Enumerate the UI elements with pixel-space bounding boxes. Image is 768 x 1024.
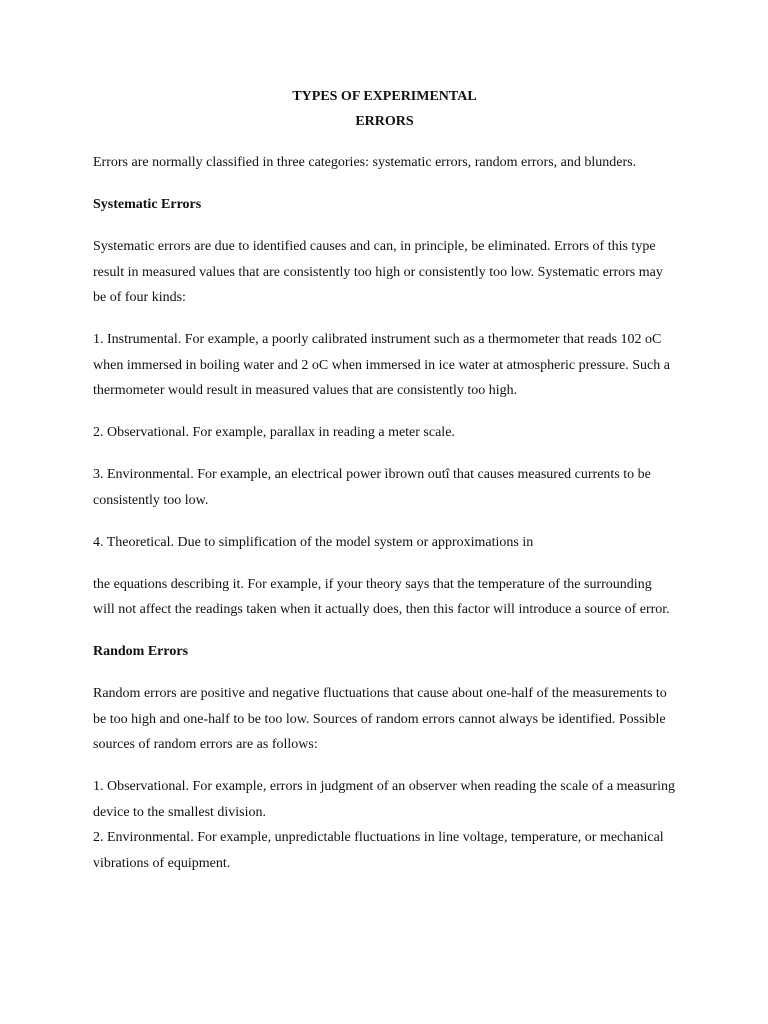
random-item-environmental: 2. Environmental. For example, unpredictable fluctuations in line voltage, temperature, or mechanical vibrations of equipment. [93, 830, 664, 871]
random-item-observational: 1. Observational. For example, errors in judgment of an observer when reading the scale of a measuring device to the smallest division. [93, 779, 675, 820]
intro-paragraph: Errors are normally classified in three categories: systematic errors, random errors, and blunders. [93, 155, 637, 170]
systematic-errors-intro: Systematic errors are due to identified causes and can, in principle, be eliminated. Errors of this type result in measured values that are consistently too high or consistently too low. Systematic errors may be of four kinds: [93, 239, 663, 305]
random-errors-intro: Random errors are positive and negative fluctuations that cause about one-half of the measurements to be too high and one-half to be too low. Sources of random errors cannot always be identified. Possible sources of random errors are as follows: [93, 686, 667, 752]
systematic-item-environmental: 3. Environmental. For example, an electrical power ìbrown outî that causes measured currents to be consistently too low. [93, 467, 651, 508]
systematic-item-theoretical: 4. Theoretical. Due to simplification of the model system or approximations in [93, 534, 534, 550]
document-title-line1: TYPES OF EXPERIMENTAL [292, 89, 477, 104]
systematic-errors-heading: Systematic Errors [93, 197, 202, 212]
random-errors-heading: Random Errors [93, 644, 189, 659]
systematic-item-instrumental: 1. Instrumental. For example, a poorly calibrated instrument such as a thermometer that reads 102 oC when immersed in boiling water and 2 oC when immersed in ice water at atmospheric pressure. Such a thermometer would result in measured values that are consistently too high. [93, 332, 670, 398]
document-title-line2: ERRORS [355, 114, 414, 129]
systematic-item-observational: 2. Observational. For example, parallax in reading a meter scale. [93, 425, 455, 440]
systematic-theoretical-continuation: the equations describing it. For example, if your theory says that the temperature of the surrounding will not affect the readings taken when it actually does, then this factor will introduce a source of error. [93, 576, 670, 617]
